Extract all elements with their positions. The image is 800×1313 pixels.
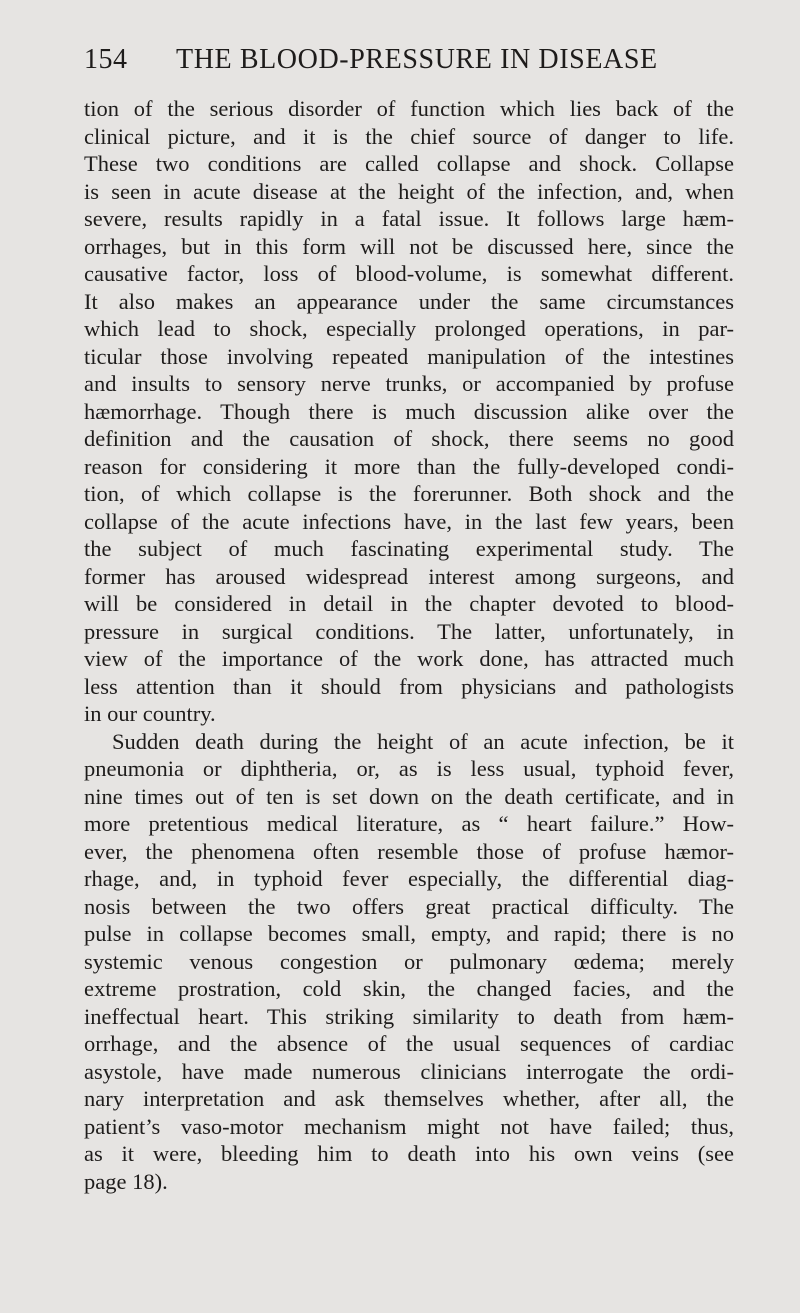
body-text xyxy=(84,95,734,1195)
text-line: pulse in collapse becomes small, empty, and rapid; there is no xyxy=(84,921,734,946)
text-line: orrhage, and the absence of the usual sequences of cardiac xyxy=(84,1031,734,1056)
text-line: reason for considering it more than the fully-developed condi- xyxy=(84,453,734,479)
text-line: tion, of which collapse is the forerunner. Both shock and the xyxy=(84,481,734,506)
running-head xyxy=(84,40,734,80)
text-line: nosis between the two offers great practical difficulty. The xyxy=(84,893,734,919)
text-line: more pretentious medical literature, as “ heart failure.” How- xyxy=(84,811,734,836)
text-line: hæmorrhage. Though there is much discussion alike over the xyxy=(84,398,734,424)
text-line: tion of the serious disorder of function which lies back of the xyxy=(84,96,734,121)
paragraph-start-line: Sudden death during the height of an acute infection, be it xyxy=(112,728,734,754)
text-line: severe, results rapidly in a fatal issue. It follows large hæm- xyxy=(84,206,734,231)
text-line: ineffectual heart. This striking similarity to death from hæm- xyxy=(84,1003,734,1029)
text-line: ever, the phenomena often resemble those of profuse hæmor- xyxy=(84,838,734,864)
text-line: patient’s vaso-motor mechanism might not have failed; thus, xyxy=(84,1113,734,1139)
running-title: THE BLOOD-PRESSURE IN DISEASE xyxy=(176,44,658,75)
text-line: will be considered in detail in the chapter devoted to blood- xyxy=(84,591,734,616)
text-line: the subject of much fascinating experimental study. The xyxy=(84,536,734,561)
text-line: pneumonia or diphtheria, or, as is less usual, typhoid fever, xyxy=(84,756,734,781)
text-line: orrhages, but in this form will not be discussed here, since the xyxy=(84,233,734,259)
text-line: as it were, bleeding him to death into his own veins (see xyxy=(84,1141,734,1166)
text-line: less attention than it should from physicians and pathologists xyxy=(84,673,734,699)
text-line: ticular those involving repeated manipulation of the intestines xyxy=(84,343,734,369)
text-line: nine times out of ten is set down on the death certificate, and in xyxy=(84,783,734,809)
text-line: former has aroused widespread interest among surgeons, and xyxy=(84,563,734,589)
text-line: extreme prostration, cold skin, the changed facies, and the xyxy=(84,976,734,1001)
text-line: view of the importance of the work done, has attracted much xyxy=(84,646,734,671)
text-line: asystole, have made numerous clinicians interrogate the ordi- xyxy=(84,1058,734,1084)
page-number: 154 xyxy=(84,44,128,75)
text-line: which lead to shock, especially prolonged operations, in par- xyxy=(84,316,734,341)
text-line: and insults to sensory nerve trunks, or accompanied by profuse xyxy=(84,371,734,396)
paragraph-end-line: in our country. xyxy=(84,701,216,726)
paragraph-end-line: page 18). xyxy=(84,1168,168,1194)
text-line: definition and the causation of shock, there seems no good xyxy=(84,426,734,451)
text-line: These two conditions are called collapse and shock. Collapse xyxy=(84,151,734,176)
text-line: nary interpretation and ask themselves whether, after all, the xyxy=(84,1086,734,1111)
text-line: It also makes an appearance under the same circumstances xyxy=(84,288,734,314)
text-line: collapse of the acute infections have, in the last few years, been xyxy=(84,508,734,534)
text-line: causative factor, loss of blood-volume, is somewhat different. xyxy=(84,261,734,286)
text-line: is seen in acute disease at the height of the infection, and, when xyxy=(84,178,734,204)
text-line: pressure in surgical conditions. The latter, unfortunately, in xyxy=(84,618,734,644)
text-line: systemic venous congestion or pulmonary œdema; merely xyxy=(84,948,734,974)
text-line: clinical picture, and it is the chief source of danger to life. xyxy=(84,123,734,149)
text-line: rhage, and, in typhoid fever especially, the differential diag- xyxy=(84,866,734,891)
